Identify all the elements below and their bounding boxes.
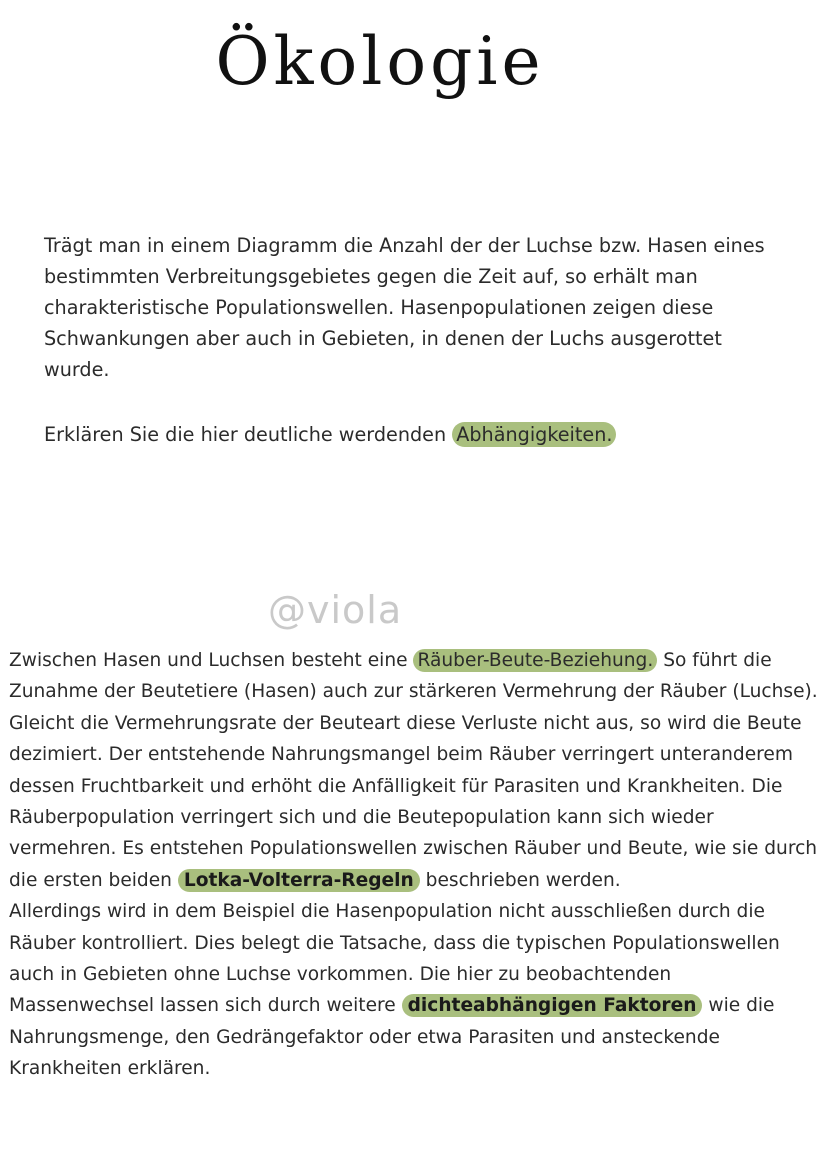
task-question: [44, 419, 784, 450]
task-paragraph: Trägt man in einem Diagramm die Anzahl der der Luchse bzw. Hasen eines bestimmten Verbreitungsgebietes gegen die Zeit auf, so erhält man charakteristische Populationswellen. Hasenpopulationen zeigen diese Schwankungen aber auch in Gebieten, in denen der Luchs ausgerottet wurde.: [44, 234, 765, 381]
answer-text: [9, 645, 821, 1085]
answer-part-4: Allerdings wird in dem Beispiel die Hasenpopulation nicht ausschließen durch die Räuber kontrolliert. Dies belegt die Tatsache, dass die typischen Populationswellen auch in Gebieten ohne Luchse vorkommen. Die hier zu beobachtenden Massenwechsel lassen sich durch weitere: [9, 901, 780, 1017]
answer-part-5: wie die Nahrungsmenge, den Gedrängefaktor oder etwa Parasiten und ansteckende Krankheiten erklären.: [9, 995, 775, 1080]
highlight-raeuber-beute: Räuber-Beute-Beziehung.: [413, 649, 657, 672]
answer-part-3: beschrieben werden.: [419, 869, 621, 891]
highlight-dichteabhaengige-faktoren: dichteabhängigen Faktoren: [402, 994, 703, 1017]
highlight-lotka-volterra: Lotka-Volterra-Regeln: [178, 869, 420, 892]
highlight-abhaengigkeiten: Abhängigkeiten.: [452, 422, 616, 447]
watermark: @viola: [268, 588, 403, 632]
answer-part-1: Zwischen Hasen und Luchsen besteht eine: [9, 650, 414, 671]
page-title: Ökologie: [215, 23, 545, 100]
task-question-text: Erklären Sie die hier deutliche werdenden: [44, 423, 453, 446]
answer-part-2: So führt die Zunahme der Beutetiere (Hasen) auch zur stärkeren Vermehrung der Räuber (Luchse). Gleicht die Vermehrungsrate der Beuteart diese Verluste nicht aus, so wird die Beute dezimiert. Der entstehende Nahrungsmangel beim Räuber verringert unteranderem dessen Fruchtbarkeit und erhöht die Anfälligkeit für Parasiten und Krankheiten. Die Räuberpopulation verringert sich und die Beutepopulation kann sich wieder vermehren. Es entstehen Populationswellen zwischen Räuber und Beute, wie sie durch die ersten beiden: [9, 650, 818, 891]
